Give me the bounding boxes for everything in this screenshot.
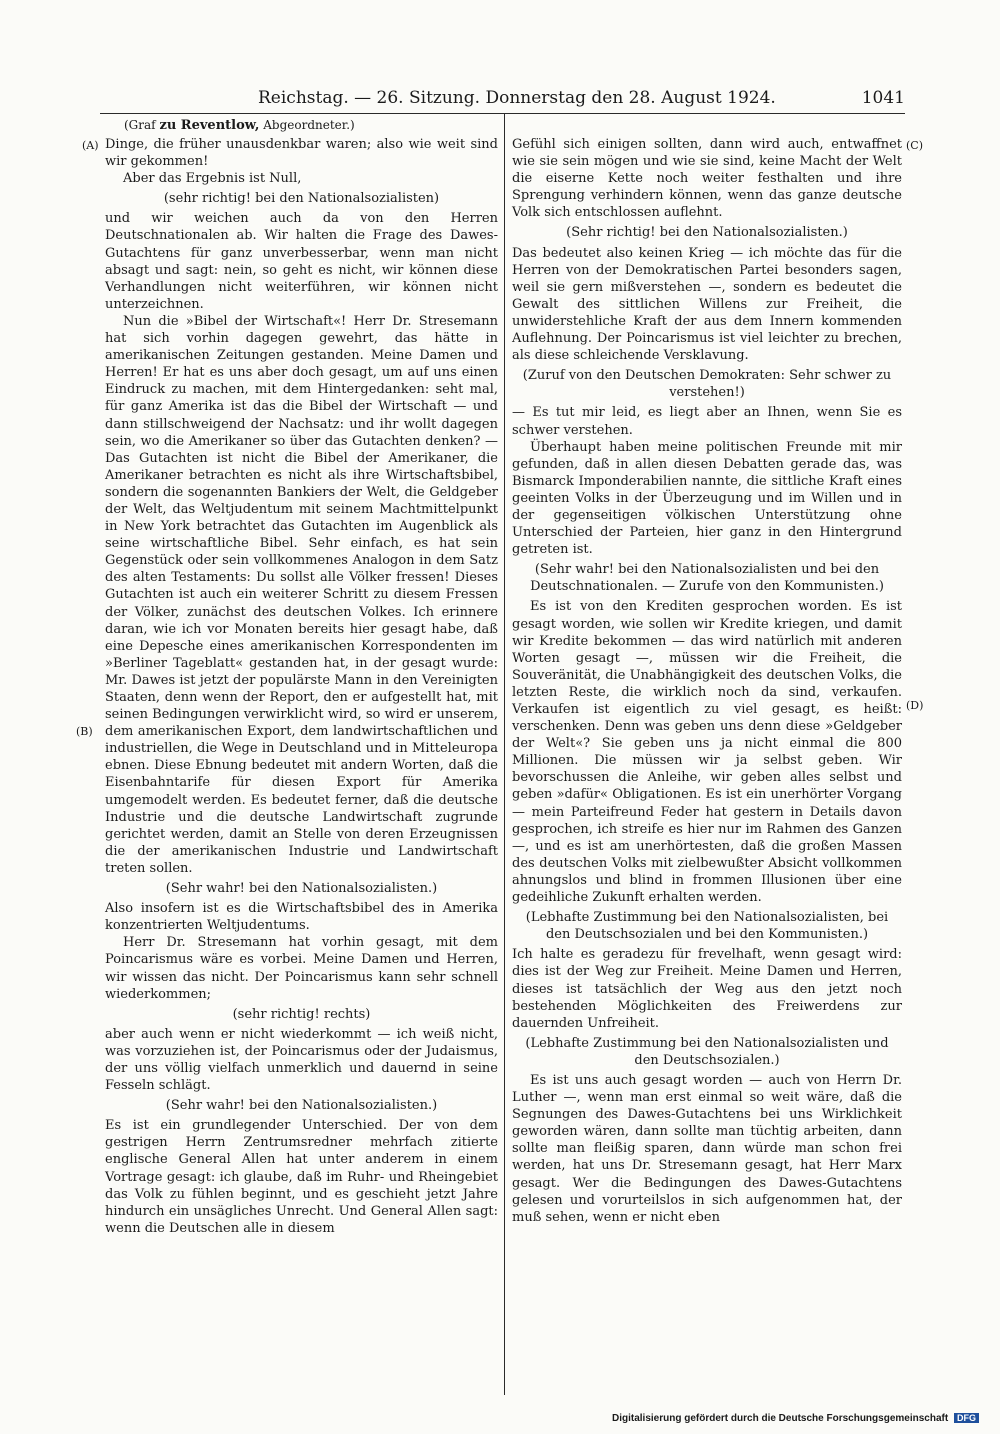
interjection: (sehr richtig! rechts) [232, 1006, 371, 1022]
interjection: (Sehr wahr! bei den Nationalsozialisten.) [165, 881, 438, 897]
speaker-role: Abgeordneter.) [263, 118, 355, 132]
interjection: (Lebhafte Zustimmung bei den Nationalsozialisten, bei den Deutschsozialen und bei den Kommunisten.) [525, 910, 889, 943]
margin-marker-b: (B) [76, 725, 93, 738]
header-title: Reichstag. — 26. Sitzung. Donnerstag den 28. August 1924. [258, 88, 776, 108]
paragraph: Gefühl sich einigen sollten, dann wird auch, entwaffnet wie sie sein mögen und wie sie sind, keine Macht der Welt die eiserne Kette noch weiter festhalten und ihre Sprengung verhindern können, wenn das ganze deutsche Volk sich entschlossen auflehnt. [512, 137, 902, 221]
margin-marker-a: (A) [82, 139, 99, 152]
margin-marker-d: (D) [906, 699, 924, 712]
interjection: (sehr richtig! bei den Nationalsozialisten) [163, 191, 440, 207]
interjection: (Sehr richtig! bei den Nationalsozialisten.) [566, 225, 848, 241]
right-column [512, 136, 902, 1226]
paragraph: Nun die »Bibel der Wirtschaft«! Herr Dr. Stresemann hat sich vorhin dagegen gewehrt, das hätte in amerikanischen Zeitungen gestanden. Meine Damen und Herren! Er hat es uns aber doch gesagt, um auf uns einen Eindruck zu machen, mit dem Hintergedanken: seht mal, für ganz Amerika ist das die Bibel der Wirtschaft — und dann stillschweigend der Nachsatz: und ihr wollt dagegen sein, wo die Amerikaner so über das Gutachten denken? — Das Gutachten ist nicht die Bibel der Amerikaner, die Amerikaner betrachten es nicht als ihre Wirtschaftsbibel, sondern die sogenannten Bankiers der Welt, die Geldgeber der Welt, das Weltjudentum mit seinem Machtmittelpunkt in New York betrachtet das Gutachten im Augenblick als seine wirtschaftliche Bibel. Sehr einfach, es hat sein Gegenstück oder sein vollkommenes Analogon in dem Satz des alten Testaments: Du sollst alle Völker fressen! Dieses Gutachten ist auch ein weiterer Schritt zu diesem Fressen der Völker, zunächst des deutschen Volkes. Ich erinnere daran, wie ich vor Monaten bereits hier gesagt habe, daß eine Depesche eines amerikanischen Korrespondenten im »Berliner Tageblatt« gestanden hat, in der gesagt wurde: Mr. Dawes ist jetzt der populärste Mann in den Vereinigten Staaten, denn wenn der Report, den er aufgestellt hat, mit seinen Bedingungen verwirklicht wird, so wird er unserem, dem amerikanischen Export, dem landwirtschaftlichen und industriellen, die Wege in Deutschland und in Mitteleuropa ebnen. Diese Ebnung bedeutet mit andern Worten, daß die Eisenbahntarife für diesen Export für Amerika umgemodelt werden. Es bedeutet ferner, daß die deutsche Industrie und die deutsche Landwirtschaft zugrunde gerichtet werden, damit an Stelle von deren Erzeugnissen die der amerikanischen Industrie und Landwirtschaft treten sollen. [105, 313, 498, 876]
speaker-line [124, 118, 355, 133]
interjection: (Lebhafte Zustimmung bei den Nationalsozialisten und den Deutschsozialen.) [525, 1035, 889, 1068]
paragraph: Es ist ein grundlegender Unterschied. Der von dem gestrigen Herrn Zentrumsredner mehrfach zitierte englische General Allen hat unter anderem in einem Vortrage gesagt: ich glaube, daß im Ruhr- und Rheingebiet das Volk zu fühlen beginnt, und es geschieht jetzt Jahre hindurch ein unsägliches Unrecht. Und General Allen sagt: wenn die Deutschen alle in diesem [105, 1118, 498, 1236]
margin-marker-c: (C) [906, 139, 923, 152]
footer-text: Digitalisierung gefördert durch die Deutsche Forschungsgemeinschaft [612, 1413, 949, 1424]
dfg-logo: DFG [954, 1413, 979, 1423]
page-number: 1041 [861, 88, 905, 108]
page-header [100, 88, 905, 112]
speaker-name: zu Reventlow, [159, 118, 260, 133]
paragraph: Dinge, die früher unausdenkbar waren; also wie weit sind wir gekommen! [105, 137, 498, 170]
paragraph: Ich halte es geradezu für frevelhaft, wenn gesagt wird: dies ist der Weg zur Freiheit. Meine Damen und Herren, dieses ist tatsächlich der Weg aus den jetzt noch bestehenden Möglichkeiten des Freiwerdens zur dauernden Unfreiheit. [512, 947, 902, 1031]
paragraph: Also insofern ist es die Wirtschaftsbibel des in Amerika konzentrierten Weltjudentums. [105, 901, 498, 934]
paragraph: Es ist von den Krediten gesprochen worden. Es ist gesagt worden, wie sollen wir Kredite kriegen, und damit wir Kredite bekommen — das wird natürlich mit anderen Worten gesagt —, müssen wir die Freiheit, die Souveränität, die Unabhängigkeit des deutschen Volks, die letzten Reste, die wirklich noch da sind, verkaufen. Verkaufen ist eigentlich zu viel gesagt, es heißt: verschenken. Denn was geben uns denn diese »Geldgeber der Welt«? Sie geben uns ja nicht einmal die 800 Millionen. Die müssen wir ja selbst geben. Wir bevorschussen die Anleihe, wir geben alles selbst und geben »dafür« Obligationen. Es ist ein unerhörter Vorgang — mein Parteifreund Feder hat gestern in Details davon gesprochen, ich streife es hier nur im Rahmen des Ganzen —, und es ist am unerhörtesten, daß die großen Massen des deutschen Volks mit zielbewußter Absicht vollkommen ahnungslos und blind in frommen Illusionen über eine gedeihliche Zukunft erhalten werden. [512, 599, 902, 906]
paragraph: Überhaupt haben meine politischen Freunde mit mir gefunden, daß in allen diesen Debatten gerade das, was Bismarck Imponderabilien nannte, die sittliche Kraft eines geeinten Volks in der Überzeugung und im Willen und in der gegenseitigen völkischen Unterstützung ohne Unterschied der Parteien, hier ganz in den Hintergrund getreten ist. [512, 439, 902, 558]
footer-credit [612, 1413, 979, 1424]
paragraph: — Es tut mir leid, es liegt aber an Ihnen, wenn Sie es schwer verstehen. [512, 405, 902, 438]
paragraph: Es ist uns auch gesagt worden — auch von Herrn Dr. Luther —, wenn man erst einmal so weit wäre, daß die Segnungen des Dawes-Gutachtens bei uns Wirklichkeit geworden wären, dann sollte man tüchtig arbeiten, dann sollte man fleißig sparen, dann würde man schon frei werden, hat uns Dr. Stresemann gesagt, hat Herr Marx gesagt. Wer die Bedingungen des Dawes-Gutachtens gelesen und vorurteilslos in sich aufgenommen hat, der muß sehen, wenn er nicht eben [512, 1072, 902, 1225]
paragraph: Das bedeutet also keinen Krieg — ich möchte das für die Herren von der Demokratischen Partei besonders sagen, weil sie gern mißverstehen —, sondern es bedeutet die Gewalt des sittlichen Willens zur Freiheit, die unwiderstehliche Kraft der aus dem Innern kommenden Auflehnung. Der Poincarismus ist viel leichter zu brechen, als diese schleichende Versklavung. [512, 245, 902, 364]
speaker-prefix: (Graf [124, 118, 156, 132]
paragraph: Aber das Ergebnis ist Null, [123, 171, 302, 187]
paragraph: und wir weichen auch da von den Herren Deutschnationalen ab. Wir halten die Frage des Dawes-Gutachtens für ganz unverbesserbar, wenn man nicht absagt und sagt: nein, so geht es nicht, wir können diese Verhandlungen nicht weiterführen, wir können nicht unterzeichnen. [105, 211, 498, 312]
paragraph: aber auch wenn er nicht wiederkommt — ich weiß nicht, was vorzuziehen ist, der Poincarismus oder der Judaismus, der uns völlig vielfach unmerklich und dauernd in seine Fesseln schlägt. [105, 1026, 498, 1094]
left-column [105, 136, 498, 1237]
column-divider [504, 113, 505, 1395]
paragraph: Herr Dr. Stresemann hat vorhin gesagt, mit dem Poincarismus wäre es vorbei. Meine Damen und Herren, wir wissen das nicht. Der Poincarismus kann sehr schnell wiederkommen; [105, 935, 498, 1002]
interjection: (Sehr wahr! bei den Nationalsozialisten.) [165, 1098, 438, 1114]
header-rule [100, 113, 905, 114]
interjection: (Zuruf von den Deutschen Demokraten: Sehr schwer zu verstehen!) [522, 368, 892, 401]
interjection: (Sehr wahr! bei den Nationalsozialisten und bei den Deutschnationalen. — Zurufe von den Kommunisten.) [530, 562, 884, 595]
